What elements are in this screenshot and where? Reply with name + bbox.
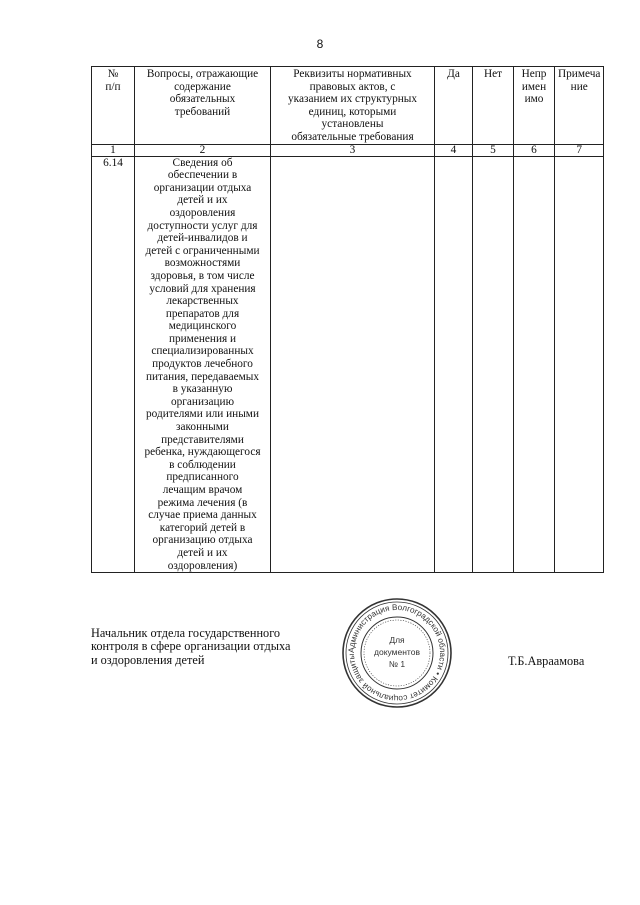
- header-line: обязательных: [169, 93, 236, 106]
- question-line: питания, передаваемых: [145, 370, 260, 383]
- header-line: содержание: [174, 80, 231, 93]
- column-number: 3: [271, 144, 435, 156]
- header-cell: [514, 67, 555, 145]
- header-line: п/п: [105, 80, 121, 93]
- question-line: режима лечения (в: [157, 496, 248, 509]
- header-cell: [92, 67, 135, 145]
- header-cell: [135, 67, 271, 145]
- header-line: указанием их структурных: [288, 93, 417, 106]
- question-line: представителями: [161, 433, 244, 446]
- note-cell: [555, 156, 604, 573]
- question-cell: [135, 156, 271, 573]
- question-line: организацию: [170, 395, 235, 408]
- position-line: и оздоровления детей: [91, 652, 205, 667]
- question-line: случае приема данных: [148, 509, 257, 522]
- question-line: препаратов для: [165, 307, 240, 320]
- yes-cell: [435, 156, 473, 573]
- question-line: категорий детей в: [159, 521, 246, 534]
- requirements-table: [91, 66, 604, 573]
- question-line: оздоровления: [169, 206, 236, 219]
- stamp-center-line: № 1: [388, 659, 406, 669]
- table-row: [92, 156, 604, 573]
- question-line: условий для хранения: [149, 282, 256, 295]
- header-line: правовых актов, с: [309, 80, 396, 93]
- question-line: родителями или иными: [146, 408, 259, 421]
- question-line: лекарственных: [166, 295, 239, 308]
- question-line: применения и: [168, 332, 237, 345]
- question-line: обеспечении в: [167, 169, 238, 182]
- row-number: 6.14: [92, 156, 135, 573]
- column-number-row: [92, 144, 604, 156]
- question-line: возможностями: [164, 257, 241, 270]
- header-cell: [271, 67, 435, 145]
- table-header-row: [92, 67, 604, 145]
- column-number: 4: [435, 144, 473, 156]
- question-line: организацию отдыха: [152, 534, 253, 547]
- column-number: 1: [92, 144, 135, 156]
- header-line: Реквизиты нормативных: [293, 68, 412, 80]
- question-line: в указанную: [172, 383, 233, 396]
- header-line: обязательные требования: [291, 130, 414, 143]
- position-line: контроля в сфере организации отдыха: [91, 639, 291, 654]
- question-line: здоровья, в том числе: [150, 269, 255, 282]
- question-line: в соблюдении: [169, 458, 236, 471]
- question-line: продуктов лечебного: [152, 358, 253, 371]
- column-number: 6: [514, 144, 555, 156]
- header-cell: [435, 67, 473, 145]
- not-applicable-cell: [514, 156, 555, 573]
- requisites-cell: [271, 156, 435, 573]
- header-line: имен: [521, 80, 547, 93]
- column-number: 2: [135, 144, 271, 156]
- header-line: требований: [174, 105, 231, 118]
- header-line: Нет: [483, 68, 503, 80]
- header-line: Непр: [521, 68, 547, 80]
- question-line: специализированных: [151, 345, 254, 358]
- question-line: детей-инвалидов и: [157, 232, 248, 245]
- header-cell: [555, 67, 604, 145]
- question-line: доступности услуг для: [147, 219, 258, 232]
- column-number: 5: [473, 144, 514, 156]
- stamp-center-line: Для: [389, 635, 405, 645]
- header-cell: [473, 67, 514, 145]
- question-line: предписанного: [166, 471, 239, 484]
- question-line: Сведения об: [172, 156, 233, 169]
- question-line: детей с ограниченными: [145, 244, 260, 257]
- signatory-name: Т.Б.Авраамова: [508, 654, 585, 668]
- official-stamp: [341, 597, 453, 709]
- column-number: 7: [555, 144, 604, 156]
- header-line: №: [107, 68, 119, 80]
- signatory-position: [91, 627, 290, 667]
- question-line: ребенка, нуждающегося: [144, 446, 261, 459]
- stamp-center-line: документов: [374, 647, 420, 657]
- header-line: ние: [570, 80, 588, 93]
- header-line: установлены: [321, 118, 384, 131]
- header-line: единиц, которыми: [308, 105, 397, 118]
- header-line: Примеча: [558, 68, 601, 80]
- header-line: Вопросы, отражающие: [146, 68, 259, 80]
- question-line: лечащим врачом: [162, 484, 243, 496]
- position-line: Начальник отдела государственного: [91, 626, 281, 640]
- question-line: организации отдыха: [153, 181, 252, 194]
- question-line: законными: [176, 421, 229, 434]
- question-line: оздоровления): [167, 559, 238, 572]
- page-number: 8: [316, 37, 324, 51]
- question-line: детей и их: [177, 194, 228, 207]
- header-line: имо: [524, 93, 544, 106]
- header-line: Да: [447, 68, 460, 80]
- no-cell: [473, 156, 514, 573]
- question-line: медицинского: [168, 320, 237, 333]
- question-line: детей и их: [177, 546, 228, 559]
- stamp-ring-text: Администрация Волгоградской области • Комитет социальной защиты: [346, 602, 448, 704]
